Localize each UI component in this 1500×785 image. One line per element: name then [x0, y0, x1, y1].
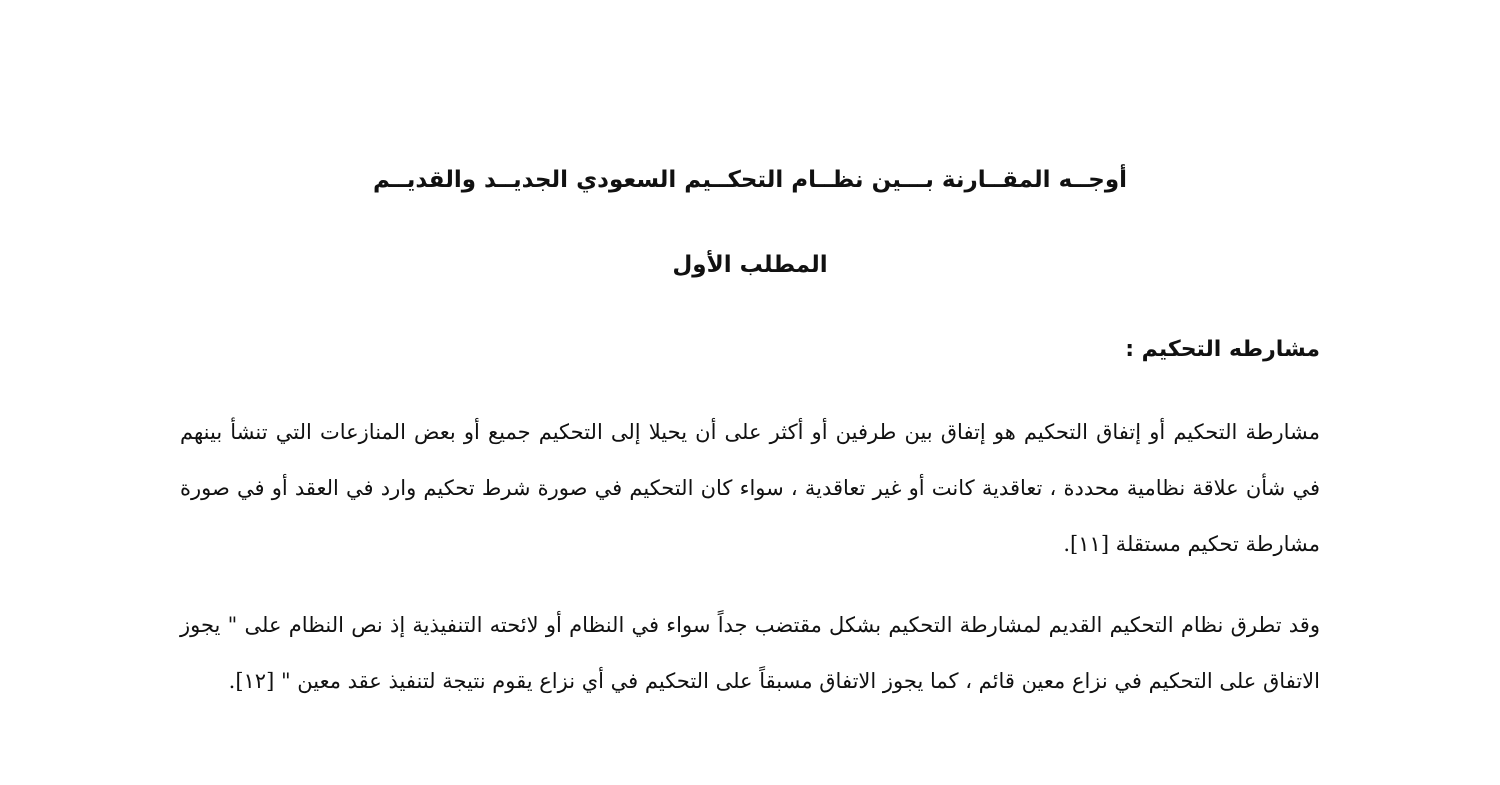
section-heading: مشارطه التحكيم : — [1125, 337, 1320, 362]
document-title: أوجــه المقــارنة بـــين نظــام التحكــيم السعودي الجديــد والقديــم — [372, 167, 1127, 193]
section-subtitle: المطلب الأول — [672, 252, 828, 278]
body-paragraph: مشارطة التحكيم أو إتفاق التحكيم هو إتفاق بين طرفين أو أكثر على أن يحيلا إلى التحكيم جميع أو بعض المنازعات التي تنشأ بينهم في شأن علاقة نظامية محددة ، تعاقدية كانت أو غير تعاقدية ، سواء كان التحكيم في صورة شرط تحكيم وارد في العقد أو في صورة مشارطة تحكيم مستقلة [١١]. — [180, 420, 1320, 556]
body-paragraph: وقد تطرق نظام التحكيم القديم لمشارطة التحكيم بشكل مقتضب جداً سواء في النظام أو لائحته التنفيذية إذ نص النظام على " يجوز الاتفاق على التحكيم في نزاع معين قائم ، كما يجوز الاتفاق مسبقاً على التحكيم في أي نزاع يقوم نتيجة لتنفيذ عقد معين " [١٢]. — [180, 613, 1320, 693]
